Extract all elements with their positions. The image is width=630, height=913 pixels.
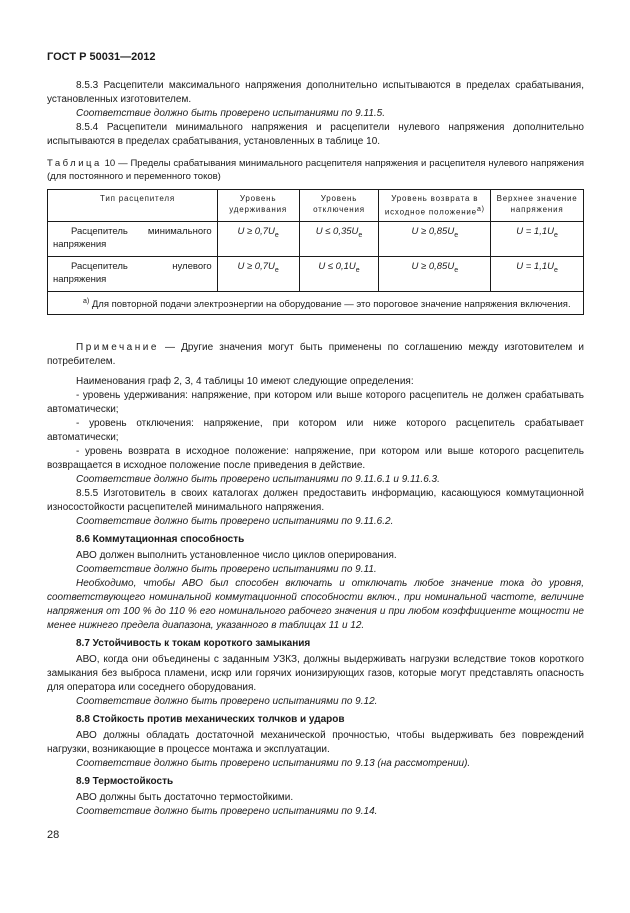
page-body (47, 79, 584, 819)
table-note (47, 341, 584, 369)
definitions-intro: Наименования граф 2, 3, 4 таблицы 10 имеют следующие определения: (76, 375, 414, 387)
clause-8-6: АВО должен выполнить установленное число циклов оперирования. (76, 549, 397, 561)
table-caption (47, 157, 584, 183)
cell-return: $U \ge 0,85U_e$ (379, 221, 491, 256)
col-header-return-mark: а) (476, 206, 485, 213)
table-footnote (48, 291, 584, 314)
clause-8-6-requirement: Необходимо, чтобы АВО был способен включать и отключать любое значение тока до уровня, соответствующего номинальной коммутационной способности включ., при номинальной частоте, величине напряжения от 100 % до 110 % его номинального рабочего значения и при любом коэффициенте мощности не менее нижнего предела диапазона, указанного в таблицах 11 и 12. (47, 577, 584, 631)
col-header-hold: Уровень удерживания (217, 190, 299, 222)
clause-8-9: АВО должны быть достаточно термостойкими. (76, 791, 294, 803)
heading-8-8: 8.8 Стойкость против механических толчков и ударов (76, 713, 345, 725)
row-name: Расцепитель минимального напряжения (48, 221, 218, 256)
cell-return: $U \ge 0,85U_e$ (379, 256, 491, 291)
conformity-8-5-5: Соответствие должно быть проверено испытаниями по 9.11.6.2. (76, 515, 394, 527)
note-label: Примечание (76, 341, 159, 353)
cell-upper: $U = 1,1U_e$ (491, 256, 584, 291)
clause-8-8: АВО должны обладать достаточной механической прочностью, чтобы выдерживать без повреждений нагрузки, возникающие в процессе монтажа и эксплуатации. (47, 729, 584, 755)
table-caption-label: Таблица (47, 158, 102, 169)
col-header-type: Тип расцепителя (48, 190, 218, 222)
heading-8-6: 8.6 Коммутационная способность (76, 533, 245, 545)
table-caption-text: 10 — Пределы срабатывания минимального расцепителя напряжения и расцепителя нулевого напряжения (для постоянного и переменного токов) (47, 158, 584, 182)
clause-8-5-3: 8.5.3 Расцепители максимального напряжения дополнительно испытываются в пределах срабатывания, установленных изготовителем. (47, 80, 584, 105)
cell-hold: $U \ge 0,7U_e$ (217, 256, 299, 291)
note-text: — Другие значения могут быть применены по соглашению между изготовителем и потребителем. (47, 341, 584, 367)
heading-8-7: 8.7 Устойчивость к токам короткого замыкания (76, 637, 311, 649)
conformity-8-5-3: Соответствие должно быть проверено испытаниями по 9.11.5. (76, 108, 386, 119)
clause-8-7: АВО, когда они объединены с заданным УЗКЗ, должны выдерживать нагрузки вследствие токов короткого замыкания без выброса пламени, искр или горячих ионизирующих газов, которые могут представлять опасность для оператора или соседнего оборудования. (47, 653, 584, 693)
definition-trip: - уровень отключения: напряжение, при котором или ниже которого расцепитель срабатывает автоматически; (47, 417, 584, 443)
heading-8-9: 8.9 Термостойкость (76, 775, 174, 787)
limits-table (47, 189, 584, 315)
table-row (48, 221, 584, 256)
conformity-8-6: Соответствие должно быть проверено испытаниями по 9.11. (76, 563, 377, 575)
definition-hold: - уровень удерживания: напряжение, при котором или выше которого расцепитель не должен срабатывать автоматически; (47, 389, 584, 415)
footnote-mark: а) (83, 297, 90, 305)
row-name: Расцепитель нулевого напряжения (48, 256, 218, 291)
conformity-8-7: Соответствие должно быть проверено испытаниями по 9.12. (76, 695, 378, 707)
page-number: 28 (47, 829, 60, 841)
cell-upper: $U = 1,1U_e$ (491, 221, 584, 256)
conformity-8-8: Соответствие должно быть проверено испытаниями по 9.13 (на рассмотрении). (76, 757, 471, 769)
cell-trip: $U \le 0,35U_e$ (299, 221, 379, 256)
table-row (48, 256, 584, 291)
col-header-trip: Уровень отключения (299, 190, 379, 222)
standard-header: ГОСТ Р 50031—2012 (47, 51, 156, 63)
col-header-upper: Верхнее значение напряжения (491, 190, 584, 222)
cell-hold: $U \ge 0,7U_e$ (217, 221, 299, 256)
footnote-text: Для повторной подачи электроэнергии на оборудование — это пороговое значение напряжения включения. (89, 298, 571, 310)
table-footnote-row (48, 291, 584, 314)
definition-return: - уровень возврата в исходное положение: напряжение, при котором или выше которого расцепитель возвращается в исходное положение после приведения в действие. (47, 445, 584, 471)
clause-8-5-4: 8.5.4 Расцепители минимального напряжения и расцепители нулевого напряжения дополнительно испытываются в пределах срабатывания, установленных в таблице 10. (47, 122, 584, 147)
conformity-8-9: Соответствие должно быть проверено испытаниями по 9.14. (76, 805, 378, 817)
table-header-row (48, 190, 584, 222)
col-header-return-text: Уровень возврата в исходное положение (384, 194, 479, 217)
col-header-return (379, 190, 491, 222)
conformity-definitions: Соответствие должно быть проверено испытаниями по 9.11.6.1 и 9.11.6.3. (76, 473, 440, 485)
cell-trip: $U \le 0,1U_e$ (299, 256, 379, 291)
clause-8-5-5: 8.5.5 Изготовитель в своих каталогах должен предоставить информацию, касающуюся коммутационной износостойкости расцепителей минимального напряжения. (47, 487, 584, 513)
